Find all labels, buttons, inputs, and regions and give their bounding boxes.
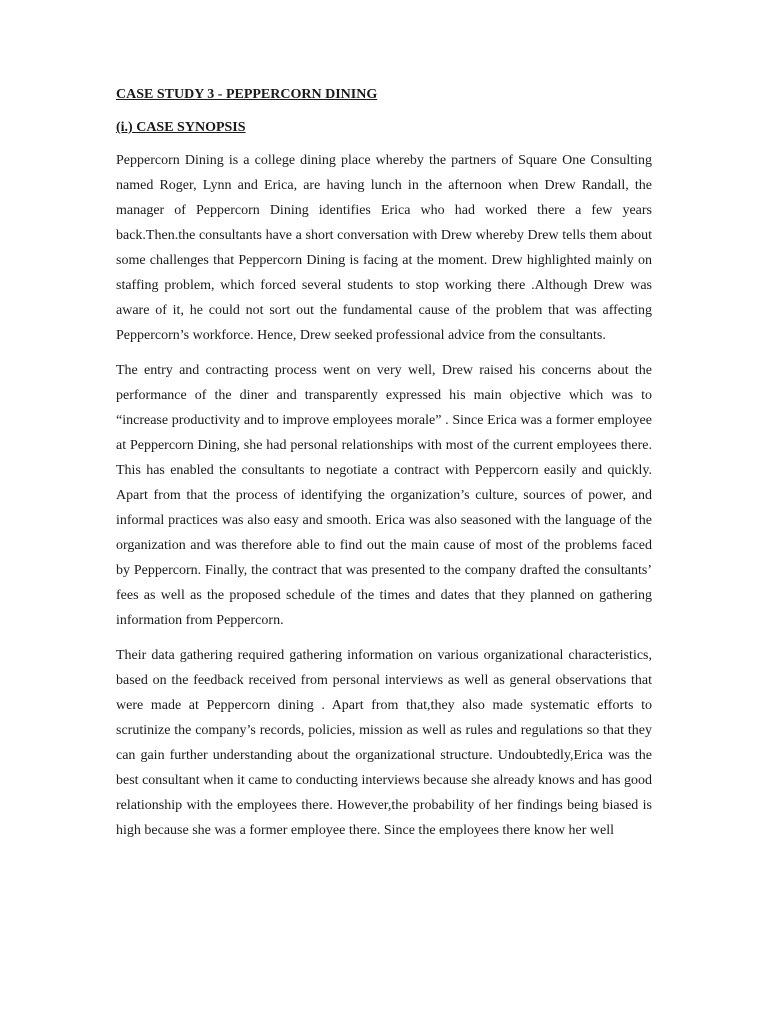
paragraph-synopsis: Peppercorn Dining is a college dining place whereby the partners of Square One Consulting named Roger, Lynn and Erica, are having lunch in the afternoon when Drew Randall, the manager of Peppercorn Dining identifies Erica who had worked there a few years back.Then.the consultants have a short conversation with Drew whereby Drew tells them about some challenges that Peppercorn Dining is facing at the moment. Drew highlighted mainly on staffing problem, which forced several students to stop working there .Although Drew was aware of it, he could not sort out the fundamental cause of the problem that was affecting Peppercorn’s workforce. Hence, Drew seeked professional advice from the consultants.	[116, 153, 652, 343]
section-heading: (i.) CASE SYNOPSIS	[116, 120, 246, 135]
paragraph-data-gathering: Their data gathering required gathering information on various organizational characteristics, based on the feedback received from personal interviews as well as general observations that were made at Peppercorn dining . Apart from that,they also made systematic efforts to scrutinize the company’s records, policies, mission as well as rules and regulations so that they can gain further understanding about the organizational structure. Undoubtedly,Erica was the best consultant when it came to conducting interviews because she already knows and has good relationship with the employees there. However,the probability of her findings being biased is high because she was a former employee there. Since the employees there know her well	[116, 648, 652, 838]
document-page	[116, 86, 652, 853]
paragraph-entry-contracting: The entry and contracting process went on very well, Drew raised his concerns about the performance of the diner and transparently expressed his main objective which was to “increase productivity and to improve employees morale” . Since Erica was a former employee at Peppercorn Dining, she had personal relationships with most of the current employees there. This has enabled the consultants to negotiate a contract with Peppercorn easily and quickly. Apart from that the process of identifying the organization’s culture, sources of power, and informal practices was also easy and smooth. Erica was also seasoned with the language of the organization and was therefore able to find out the main cause of most of the problems faced by Peppercorn. Finally, the contract that was presented to the company drafted the consultants’ fees as well as the proposed schedule of the times and dates that they planned on gathering information from Peppercorn.	[116, 363, 652, 628]
document-title: CASE STUDY 3 - PEPPERCORN DINING	[116, 87, 378, 102]
